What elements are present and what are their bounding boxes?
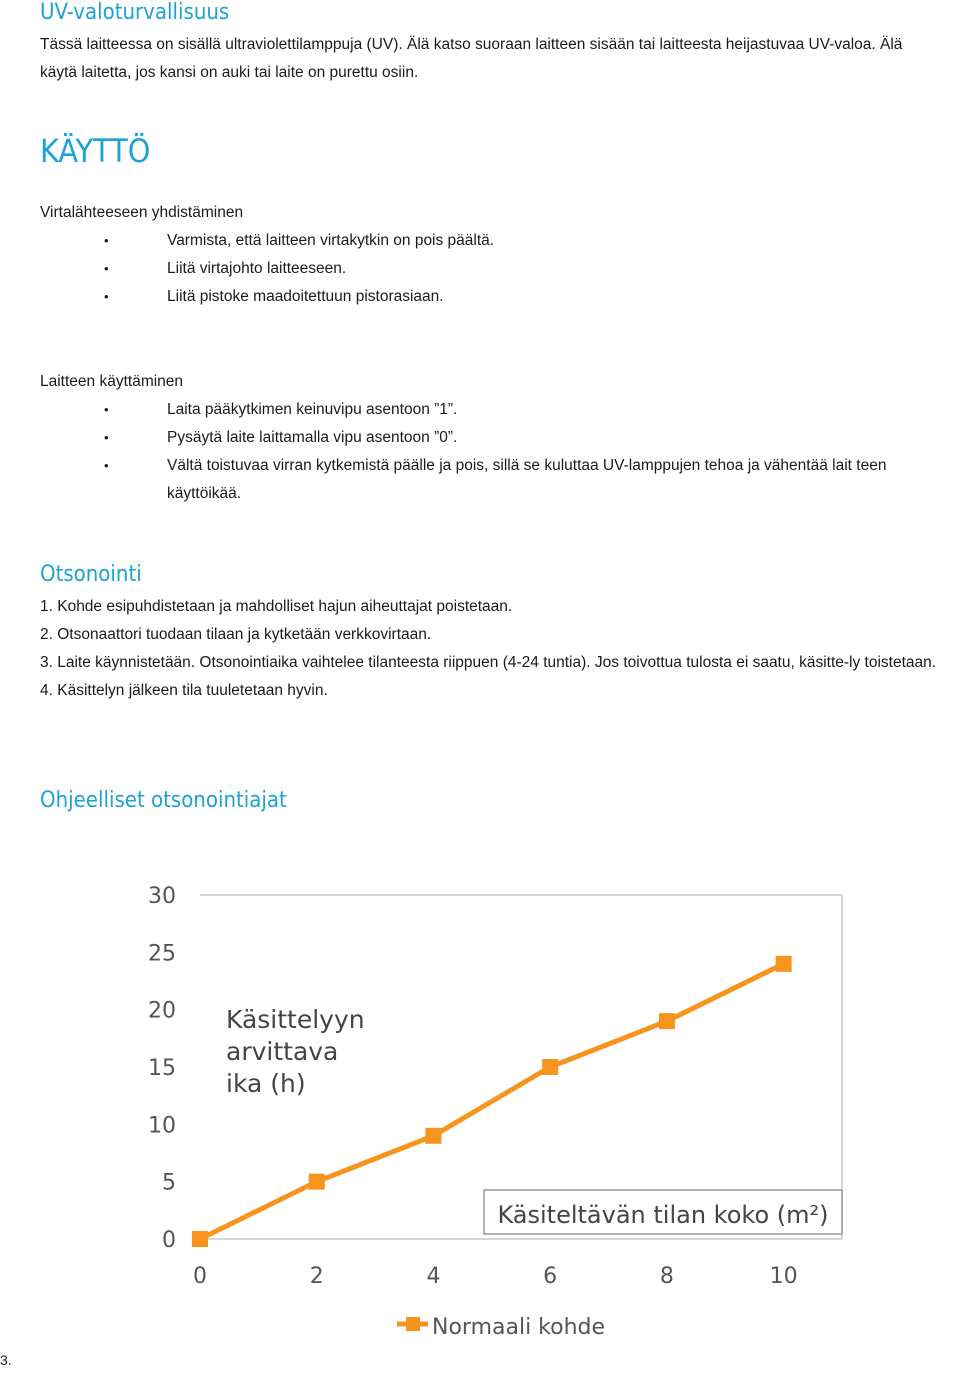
connect-title: Virtalähteeseen yhdistäminen: [40, 204, 244, 221]
x-tick-label: 2: [309, 1264, 324, 1289]
y-axis-label: Käsittelyyn: [226, 1005, 365, 1034]
kaytto-heading: KÄYTTÖ: [40, 132, 151, 170]
y-tick-label: 30: [148, 884, 176, 909]
y-tick-label: 10: [148, 1113, 176, 1139]
y-tick-label: 25: [148, 941, 176, 967]
x-tick-label: 0: [193, 1264, 207, 1289]
data-point: [659, 1013, 675, 1029]
otsonointi-heading: Otsonointi: [40, 562, 142, 587]
list-item: • Laita pääkytkimen keinuvipu asentoon ”1”.: [40, 396, 950, 424]
legend-label: Normaali kohde: [432, 1315, 606, 1340]
uv-heading: UV-valoturvallisuus: [40, 0, 230, 25]
otsonointi-steps: [40, 593, 960, 705]
list-item: • Vältä toistuvaa virran kytkemistä päälle ja pois, sillä se kuluttaa UV-lamppujen tehoa ja vähentää lait teen käyttöikää.: [40, 452, 950, 508]
x-tick-label: 4: [426, 1264, 441, 1289]
uv-text: Tässä laitteessa on sisällä ultraviolettilamppuja (UV). Älä katso suoraan laitteen sisään tai laitteesta heijastuvaa UV-valoa. Älä käytä laitetta, jos kansi on auki tai laite on purettu osiin.: [40, 36, 903, 81]
x-tick-label: 8: [659, 1264, 674, 1289]
list-item: 4. Käsittelyn jälkeen tila tuuletetaan hyvin.: [40, 682, 328, 699]
use-title: Laitteen käyttäminen: [40, 373, 184, 390]
list-item: • Pysäytä laite laittamalla vipu asentoon ”0”.: [40, 424, 950, 452]
x-axis-label: Käsiteltävän tilan koko (m²): [497, 1201, 829, 1229]
list-item: • Varmista, että laitteen virtakytkin on pois päältä.: [40, 227, 940, 255]
data-point: [776, 956, 792, 972]
list-item: 1. Kohde esipuhdistetaan ja mahdolliset hajun aiheuttajat poistetaan.: [40, 598, 513, 615]
x-tick-label: 6: [543, 1264, 558, 1289]
data-point: [309, 1174, 325, 1190]
ozonation-time-chart: [0, 860, 960, 1350]
legend-marker: [406, 1317, 420, 1331]
connect-list: [40, 227, 940, 311]
y-axis-label: ika (h): [226, 1069, 306, 1098]
y-tick-label: 0: [162, 1228, 176, 1253]
list-item: • Liitä virtajohto laitteeseen.: [40, 255, 940, 283]
data-point: [542, 1059, 558, 1075]
list-item: 3. Laite käynnistetään. Otsonointiaika vaihtelee tilanteesta riippuen (4-24 tuntia). Jos toivottua tulosta ei saatu, käsitte-ly toistetaan.: [40, 654, 937, 671]
chart-heading: Ohjeelliset otsonointiajat: [40, 788, 287, 813]
data-point: [425, 1128, 441, 1144]
data-point: [192, 1231, 208, 1247]
y-axis-label: arvittava: [226, 1037, 339, 1066]
list-item: • Liitä pistoke maadoitettuun pistorasiaan.: [40, 283, 940, 311]
list-item: 2. Otsonaattori tuodaan tilaan ja kytketään verkkovirtaan.: [40, 626, 432, 643]
x-tick-label: 10: [769, 1264, 798, 1289]
y-tick-label: 5: [162, 1170, 176, 1196]
y-tick-label: 15: [148, 1056, 176, 1081]
page-number: 3.: [0, 1352, 12, 1368]
y-tick-label: 20: [148, 998, 176, 1024]
use-list: [40, 396, 950, 508]
